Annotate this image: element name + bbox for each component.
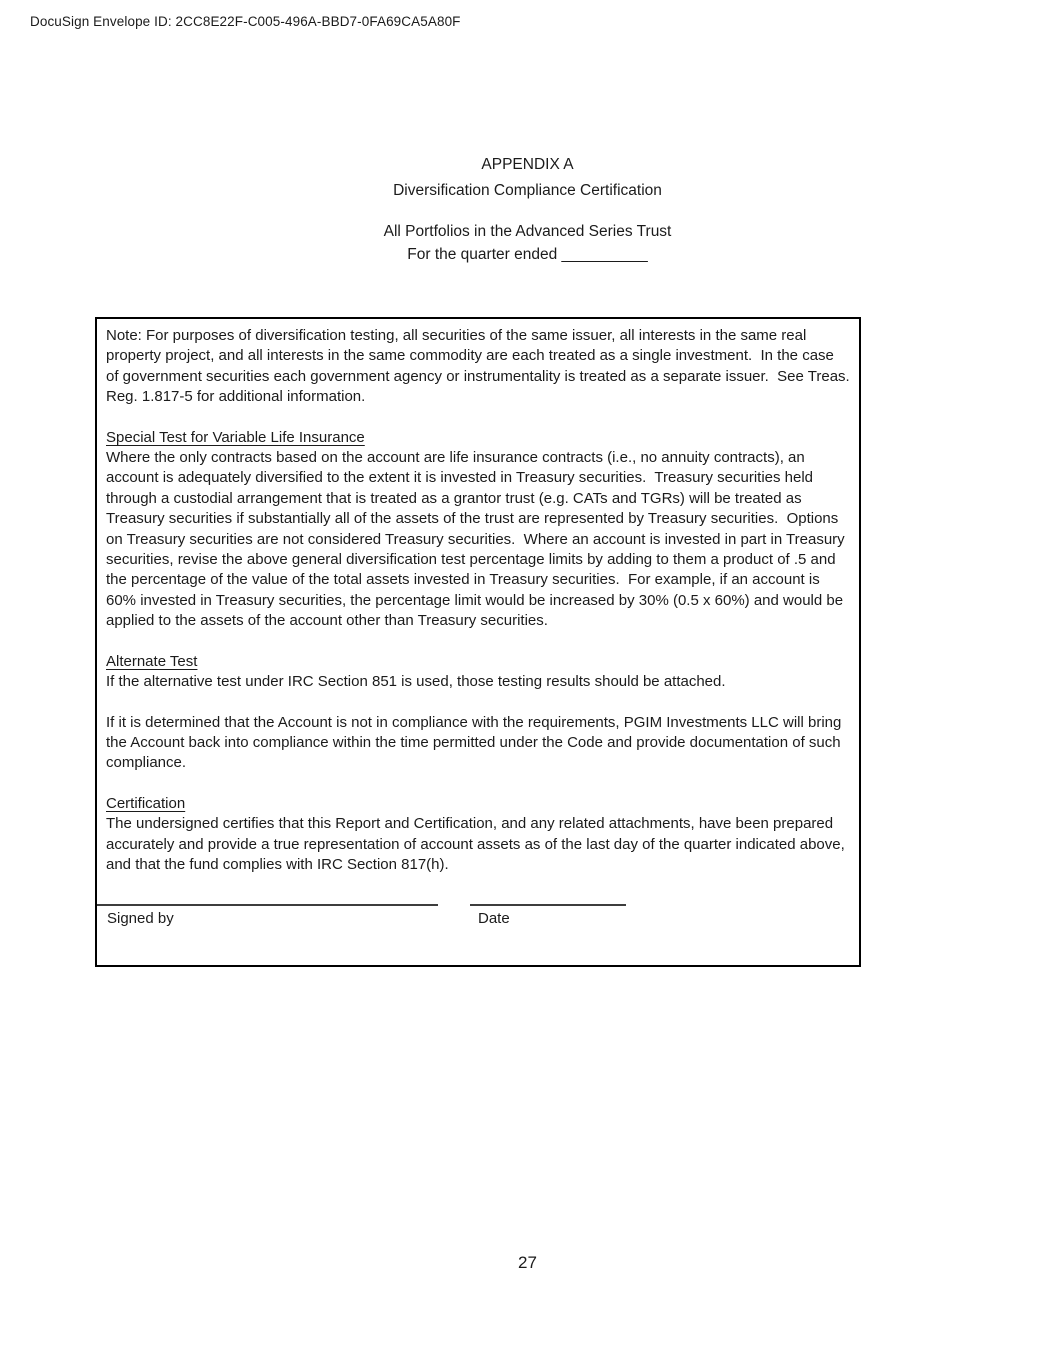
signed-by-label: Signed by — [107, 910, 174, 928]
docusign-envelope-id: DocuSign Envelope ID: 2CC8E22F-C005-496A-BBD7-0FA69CA5A80F — [30, 14, 461, 29]
title-spacer — [0, 204, 1055, 220]
document-subtitle: Diversification Compliance Certification — [393, 182, 662, 199]
signed-by-block — [97, 904, 438, 930]
quarter-ended-line: For the quarter ended __________ — [407, 246, 648, 263]
page-number: 27 — [518, 1253, 537, 1272]
date-label: Date — [478, 910, 510, 928]
title-block — [0, 152, 1055, 266]
special-test-heading: Special Test for Variable Life Insurance — [106, 428, 365, 446]
signature-row — [97, 904, 850, 930]
portfolio-scope-line: All Portfolios in the Advanced Series Trust — [383, 223, 672, 240]
date-block — [470, 904, 626, 930]
alternate-test-heading: Alternate Test — [106, 652, 198, 670]
alternate-test-paragraph: If the alternative test under IRC Section 851 is used, those testing results should be attached. — [106, 673, 726, 691]
certification-heading: Certification — [106, 794, 186, 812]
compliance-note-box — [95, 317, 861, 967]
special-test-paragraph: Where the only contracts based on the account are life insurance contracts (i.e., no annuity contracts), an account is adequately diversified to the extent it is invested in Treasury securities. Treasury securities held through a custodial arrangement that is treated as a grantor trust (e.g. CATs and TGRs) will be treated as Treasury securities if substantially all of the assets of the trust are represented by Treasury securities. Options on Treasury securities are not considered Treasury securities. Where an account is invested in part in Treasury securities, revise the above general diversification test percentage limits by adding to them a product of .5 and the percentage of the value of the total assets invested in Treasury securities. For example, if an account is 60% invested in Treasury securities, the percentage limit would be increased by 30% (0.5 x 60%) and would be applied to the assets of the account other than Treasury securities. — [106, 449, 849, 630]
diversification-note-paragraph: Note: For purposes of diversification testing, all securities of the same issuer, all interests in the same real property project, and all interests in the same commodity are each treated as a single investment. In the case of government securities each government agency or instrumentality is treated as a separate issuer. See Treas. Reg. 1.817-5 for additional information. — [106, 327, 854, 406]
appendix-title: APPENDIX A — [481, 156, 574, 173]
compliance-remediation-paragraph: If it is determined that the Account is not in compliance with the requirements, PGIM Investments LLC will bring the Account back into compliance within the time permitted under the Code and provide documentation of such compliance. — [106, 713, 846, 772]
certification-paragraph: The undersigned certifies that this Report and Certification, and any related attachments, have been prepared accurately and provide a true representation of account assets as of the last day of the quarter indicated above, and that the fund complies with IRC Section 817(h). — [106, 815, 849, 873]
signature-gap — [438, 904, 470, 930]
